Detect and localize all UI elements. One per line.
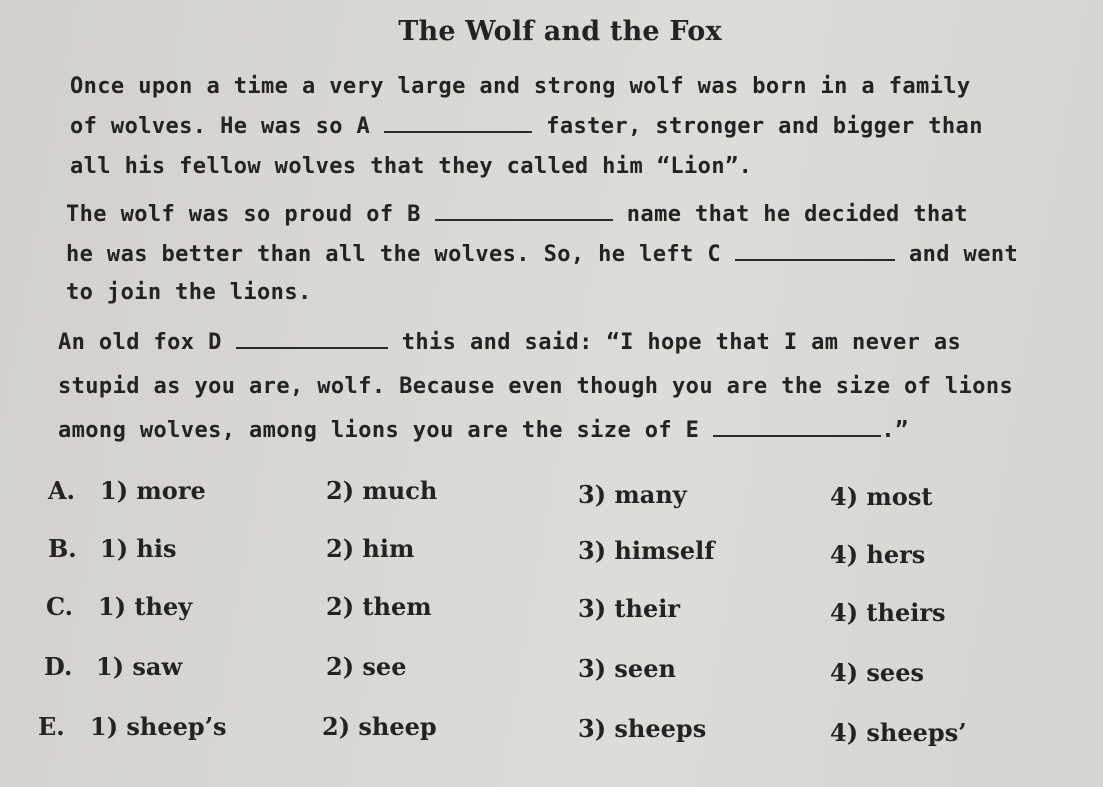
blank-b[interactable]	[435, 197, 613, 221]
text-segment: of wolves. He was so A	[70, 114, 371, 139]
paragraph-3-line-3	[58, 412, 909, 450]
option-row-d	[0, 652, 1103, 692]
option-letter: D.	[44, 652, 73, 681]
paragraph-2-line-3	[66, 274, 312, 312]
option-choice-1[interactable]: 1) saw	[96, 652, 183, 681]
option-choice-2[interactable]: 2) them	[326, 592, 432, 621]
option-choice-2[interactable]: 2) him	[326, 534, 415, 563]
page-title: The Wolf and the Fox	[398, 16, 722, 47]
option-choice-3[interactable]: 3) himself	[578, 536, 715, 565]
option-choice-4[interactable]: 4) theirs	[830, 598, 946, 627]
option-choice-4[interactable]: 4) most	[830, 482, 933, 511]
option-choice-4[interactable]: 4) sees	[830, 658, 924, 687]
option-choice-2[interactable]: 2) see	[326, 652, 407, 681]
text-segment: this and said: “I hope that I am never as	[401, 330, 962, 355]
option-letter: A.	[48, 476, 75, 505]
option-choice-1[interactable]: 1) sheep’s	[90, 712, 227, 741]
text-segment: name that he decided that	[626, 202, 968, 227]
option-choice-1[interactable]: 1) his	[100, 534, 177, 563]
blank-c[interactable]	[735, 237, 895, 261]
option-choice-2[interactable]: 2) sheep	[322, 712, 437, 741]
text-line: to join the lions.	[66, 280, 312, 305]
paragraph-1-line-3	[70, 148, 752, 186]
blank-d[interactable]	[236, 325, 388, 349]
option-row-e	[0, 712, 1103, 752]
option-choice-3[interactable]: 3) many	[578, 480, 687, 509]
option-choice-1[interactable]: 1) more	[100, 476, 206, 505]
text-segment: The wolf was so proud of B	[66, 202, 421, 227]
option-row-b	[0, 534, 1103, 574]
paragraph-2-line-2	[66, 236, 1018, 274]
option-row-a	[0, 476, 1103, 516]
paragraph-3-line-1	[58, 324, 961, 362]
option-choice-3[interactable]: 3) sheeps	[578, 714, 707, 743]
text-line: stupid as you are, wolf. Because even though you are the size of lions	[58, 374, 1014, 399]
blank-e[interactable]	[713, 413, 881, 437]
text-segment: .”	[881, 418, 909, 443]
option-choice-1[interactable]: 1) they	[98, 592, 193, 621]
paragraph-3-line-2	[58, 368, 1013, 406]
text-segment: An old fox D	[58, 330, 222, 355]
text-line: all his fellow wolves that they called him “Lion”.	[70, 154, 753, 179]
option-choice-3[interactable]: 3) seen	[578, 654, 676, 683]
paragraph-1-line-1	[70, 68, 1052, 106]
text-segment: he was better than all the wolves. So, he left C	[66, 242, 721, 267]
option-letter: B.	[48, 534, 77, 563]
option-letter: C.	[46, 592, 74, 621]
paragraph-2-line-1	[66, 196, 968, 234]
option-letter: E.	[38, 712, 65, 741]
option-choice-4[interactable]: 4) hers	[830, 540, 926, 569]
text-segment: and went	[908, 242, 1019, 267]
text-line: Once upon a time a very large and strong wolf was born in a family	[70, 74, 971, 99]
text-segment: faster, stronger and bigger than	[546, 114, 983, 139]
option-choice-4[interactable]: 4) sheeps’	[830, 718, 967, 747]
option-row-c	[0, 592, 1103, 632]
text-segment: among wolves, among lions you are the size of E	[58, 418, 700, 443]
blank-a[interactable]	[384, 109, 532, 133]
paragraph-1-line-2	[70, 108, 1052, 146]
option-choice-3[interactable]: 3) their	[578, 594, 680, 623]
option-choice-2[interactable]: 2) much	[326, 476, 438, 505]
